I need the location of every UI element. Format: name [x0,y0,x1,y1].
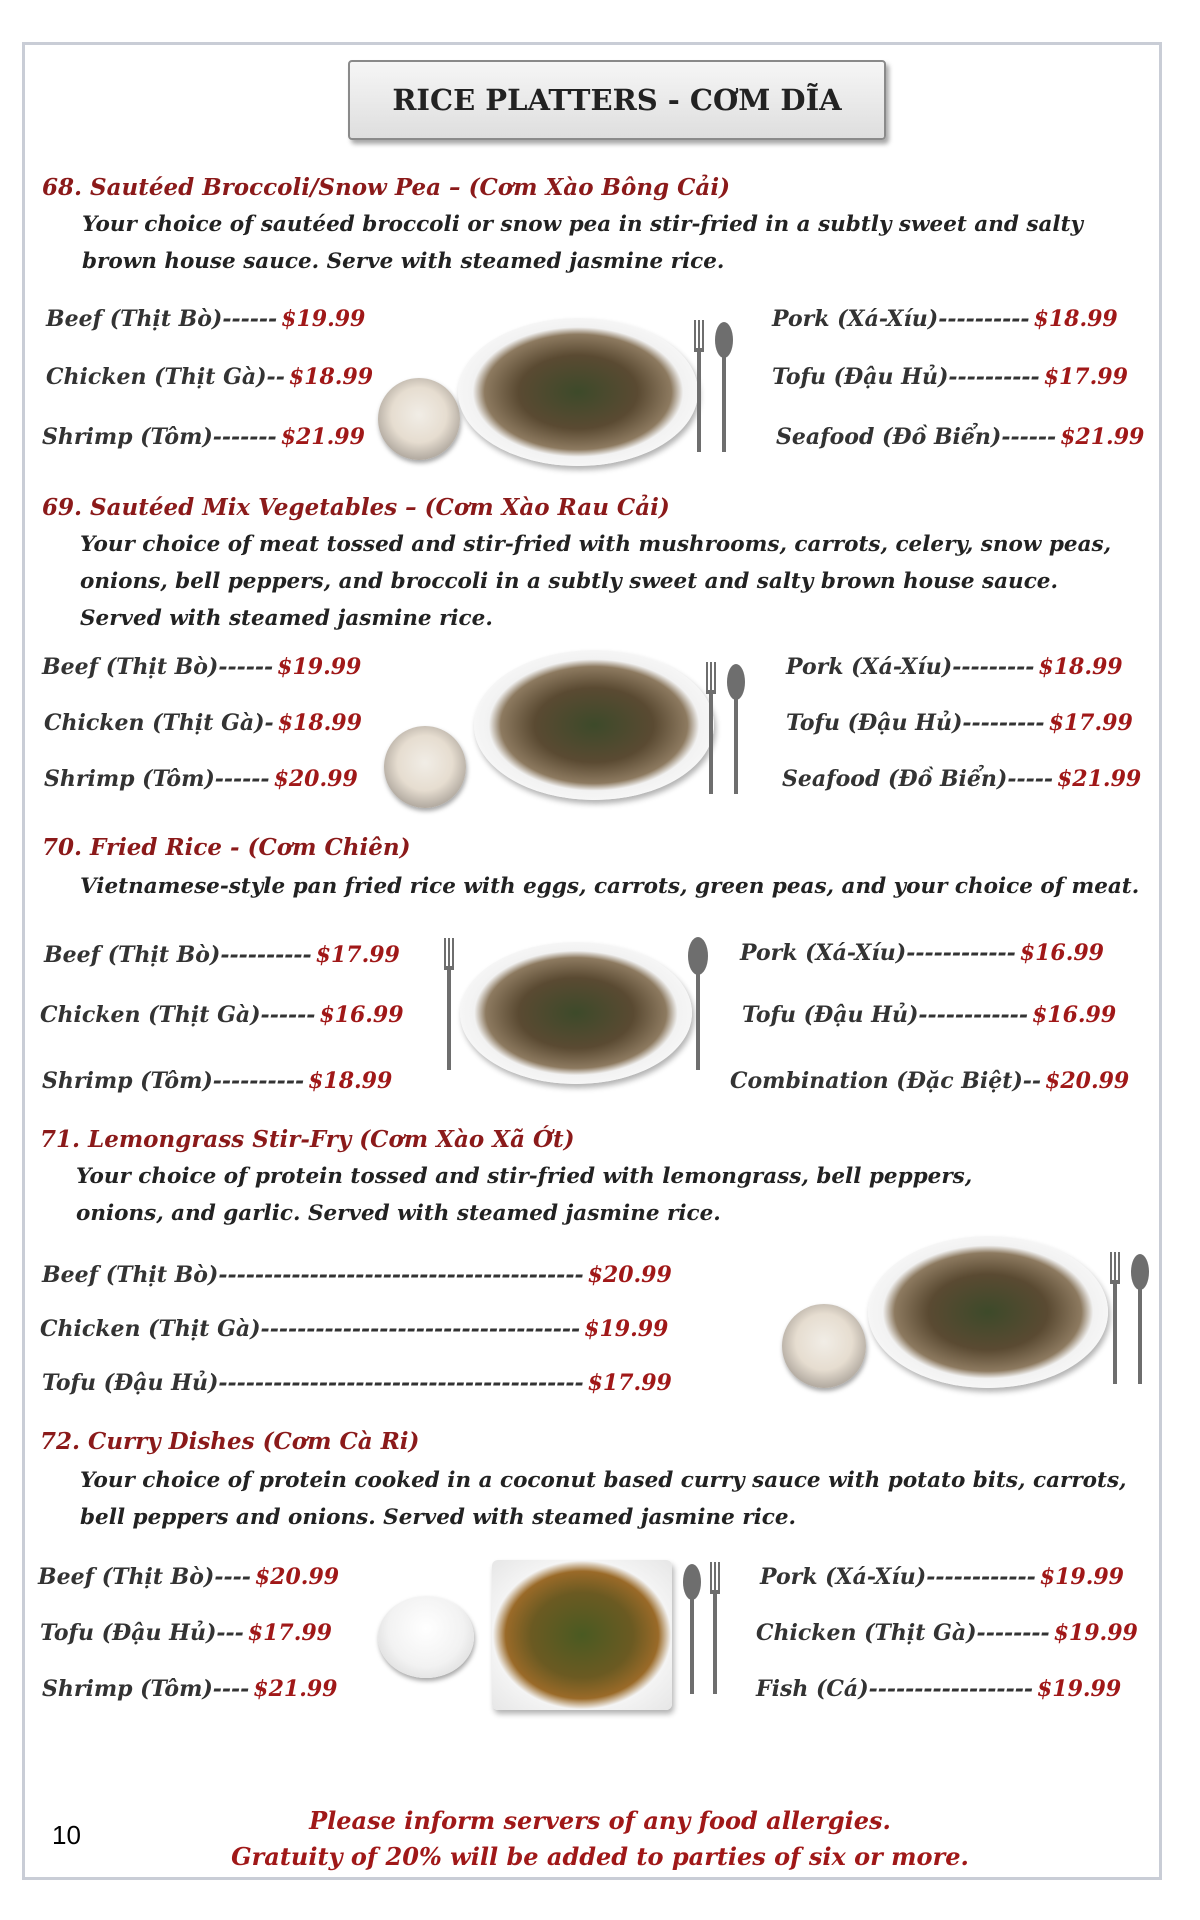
menu-item [42,1676,338,1702]
item-name: Combination (Đặc Biệt)-- [730,1068,1042,1094]
menu-item [760,1564,1124,1590]
fork-spoon-icon [688,318,738,458]
menu-item [44,942,400,968]
gratuity-notice: Gratuity of 20% will be added to parties of six or more. [231,1842,969,1871]
item-price: $20.99 [587,1262,672,1288]
item-price: $17.99 [1048,710,1133,736]
item-name: Beef (Thịt Bò)---- [38,1564,251,1590]
dish-plate-image [460,942,692,1084]
section-description: Vietnamese-style pan fried rice with eggs, carrots, green peas, and your choice of meat. [80,874,1140,899]
rice-bowl-image [378,378,460,460]
menu-item [44,766,358,792]
section-description: Your choice of sautéed broccoli or snow pea in stir-fried in a subtly sweet and salty brown house sauce. Serve with steamed jasmine rice. [82,212,1084,274]
fork-icon [438,936,468,1076]
item-name: Tofu (Đậu Hủ)---------------------------------------- [42,1370,584,1396]
rice-bowl-image [384,726,466,808]
menu-item [38,1564,339,1590]
item-price: $19.99 [1039,1564,1124,1590]
item-price: $16.99 [319,1002,404,1028]
item-name: Pork (Xá-Xíu)------------ [760,1564,1036,1590]
menu-item [40,1620,332,1646]
spoon-icon [684,934,714,1074]
menu-item [756,1676,1121,1702]
item-name: Tofu (Đậu Hủ)---------- [772,364,1040,390]
item-price: $21.99 [1056,766,1142,792]
menu-item [786,710,1133,736]
menu-item [40,1316,668,1342]
item-price: $16.99 [1031,1002,1117,1028]
dish-plate-image [868,1236,1108,1388]
item-name: Beef (Thịt Bò)------ [46,306,278,332]
section-description: Your choice of protein cooked in a coconut based curry sauce with potato bits, carrots, bell peppers and onions. Served with steamed jasmine rice. [80,1468,1127,1530]
item-price: $18.99 [308,1068,393,1094]
item-name: Chicken (Thịt Gà)-- [46,364,285,390]
item-price: $19.99 [1053,1620,1138,1646]
menu-item [42,1068,392,1094]
curry-dish-image [492,1560,672,1710]
section-title: 71. Lemongrass Stir-Fry (Cơm Xào Xã Ớt) [40,1126,575,1153]
item-name: Fish (Cá)------------------ [756,1676,1033,1702]
fork-spoon-icon [1104,1250,1154,1390]
item-name: Pork (Xá-Xíu)--------- [786,654,1035,680]
menu-item [782,766,1141,792]
item-name: Seafood (Đồ Biển)------ [776,424,1057,450]
item-name: Shrimp (Tôm)---------- [42,1068,305,1094]
item-name: Chicken (Thịt Gà)- [44,710,274,736]
menu-item [730,1068,1129,1094]
item-price: $18.99 [1038,654,1123,680]
item-name: Shrimp (Tôm)------ [44,766,270,792]
item-price: $20.99 [254,1564,340,1590]
menu-item [42,1370,672,1396]
item-price: $21.99 [280,424,365,450]
menu-item [46,306,365,332]
item-name: Tofu (Đậu Hủ)--------- [786,710,1045,736]
item-name: Shrimp (Tôm)------- [42,424,277,450]
menu-item [42,424,365,450]
item-name: Seafood (Đồ Biển)----- [782,766,1053,792]
menu-item [742,1002,1116,1028]
menu-item [42,654,361,680]
dish-plate-image [458,318,698,466]
item-price: $20.99 [1045,1068,1130,1094]
item-name: Chicken (Thịt Gà)-------- [756,1620,1050,1646]
item-name: Pork (Xá-Xíu)------------ [740,940,1016,966]
section-title: 70. Fried Rice - (Cơm Chiên) [42,834,411,861]
menu-item [772,306,1118,332]
menu-item [740,940,1104,966]
item-name: Beef (Thịt Bò)---------- [44,942,312,968]
item-name: Pork (Xá-Xíu)---------- [772,306,1030,332]
item-price: $20.99 [273,766,358,792]
item-name: Tofu (Đậu Hủ)--- [40,1620,244,1646]
menu-item [46,364,373,390]
item-price: $17.99 [587,1370,672,1396]
item-name: Chicken (Thịt Gà)----------------------------------- [40,1316,581,1342]
item-price: $18.99 [1033,306,1118,332]
item-price: $18.99 [277,710,362,736]
rice-bowl-image [782,1304,866,1388]
section-description: Your choice of protein tossed and stir-fried with lemongrass, bell peppers, onions, and garlic. Served with steamed jasmine rice. [76,1164,973,1226]
item-name: Beef (Thịt Bò)------ [42,654,274,680]
item-price: $17.99 [315,942,400,968]
section-title: 68. Sautéed Broccoli/Snow Pea – (Cơm Xào Bông Cải) [42,174,730,201]
section-title: 69. Sautéed Mix Vegetables – (Cơm Xào Rau Cải) [42,494,670,521]
item-price: $21.99 [1060,424,1145,450]
page-title: RICE PLATTERS - CƠM DĨA [348,60,886,140]
item-name: Shrimp (Tôm)---- [42,1676,250,1702]
rice-mound-image [378,1596,474,1678]
menu-item [42,1262,672,1288]
item-price: $16.99 [1019,940,1104,966]
item-name: Beef (Thịt Bò)---------------------------------------- [42,1262,584,1288]
menu-item [772,364,1128,390]
item-name: Chicken (Thịt Gà)------ [40,1002,316,1028]
item-price: $17.99 [247,1620,332,1646]
fork-spoon-icon [700,660,750,800]
item-price: $18.99 [288,364,374,390]
item-price: $19.99 [277,654,362,680]
item-price: $21.99 [253,1676,338,1702]
menu-item [786,654,1123,680]
allergy-notice: Please inform servers of any food allergies. [309,1806,891,1835]
page-number: 10 [52,1820,81,1850]
section-title: 72. Curry Dishes (Cơm Cà Ri) [40,1428,420,1455]
menu-item [40,1002,404,1028]
spoon-fork-icon [678,1560,728,1700]
dish-plate-image [474,650,714,800]
menu-item [776,424,1144,450]
item-price: $19.99 [584,1316,669,1342]
section-description: Your choice of meat tossed and stir-fried with mushrooms, carrots, celery, snow peas, onions, bell peppers, and broccoli in a subtly sweet and salty brown house sauce. Served with steamed jasmine rice. [80,532,1112,631]
menu-item [44,710,362,736]
item-price: $19.99 [281,306,366,332]
menu-item [756,1620,1138,1646]
item-name: Tofu (Đậu Hủ)------------ [742,1002,1028,1028]
item-price: $17.99 [1043,364,1128,390]
item-price: $19.99 [1036,1676,1122,1702]
